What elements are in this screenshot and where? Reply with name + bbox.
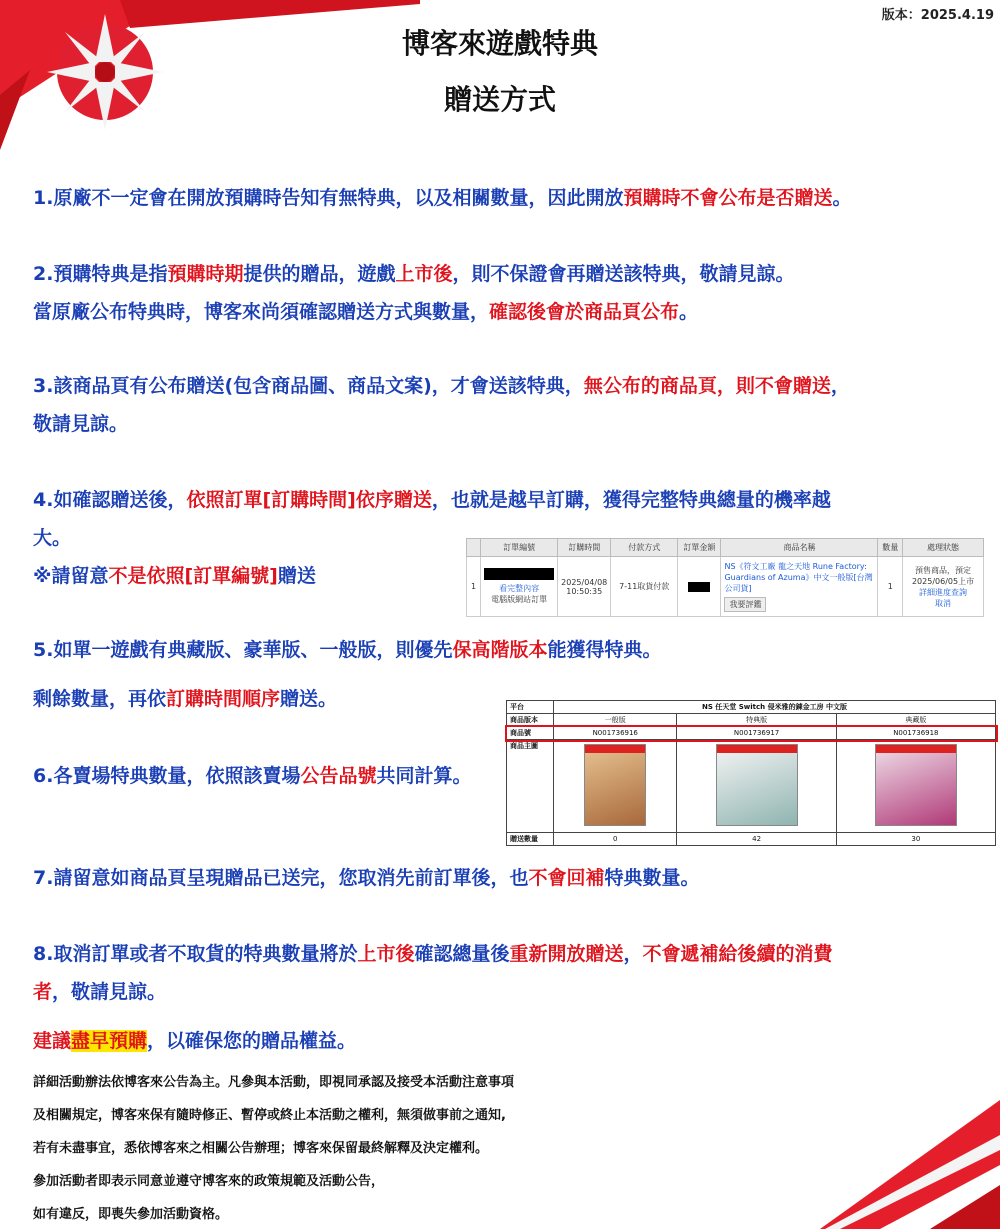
cancel-link[interactable]: 取消 xyxy=(935,598,952,608)
page-subtitle: 贈送方式 xyxy=(443,83,556,116)
terms-notes: 詳細活動辦法依博客來公告為主。凡參與本活動，即視同承認及接受本活動注意事項 及相關規定，博客來保有隨時修正、暫停或終止本活動之權利，無須做事前之通知, 若有未盡事宜，悉依博客來之相關公告辦理；博客來保留最終解釋及決定權利。 參加活動者即表示同意並遵守博客來的政策規範及活動公告， 如有違反，即喪失參加活動資格。 xyxy=(33,1075,515,1222)
item-4: 4.如確認贈送後，依照訂單[訂購時間]依序贈送，也就是越早訂購，獲得完整特典總量的機率越 大。 ※請留意不是依照[訂單編號]贈送 xyxy=(33,489,831,587)
item-2: 2.預購特典是指預購時期提供的贈品，遊戲上市後，則不保證會再贈送該特典，敬請見諒。 當原廠公布特典時，博客來尚須確認贈送方式與數量，確認後會於商品頁公布。 xyxy=(33,263,795,323)
product-edition-table: 平台 NS 任天堂 Switch 侵米雅的錬金工房 中文版 商品版本 一般版 特典版 典藏版 商品號 N001736916 N001736917 N001736918 商品主圖 贈送數量 0 42 30 xyxy=(506,700,996,846)
item-7: 7.請留意如商品頁呈現贈品已送完，您取消先前訂單後，也不會回補特典數量。 xyxy=(33,867,700,889)
version-label: 版本：2025.4.19 xyxy=(881,8,994,23)
cover-image-special xyxy=(716,744,798,826)
item-5: 5.如單一遊戲有典藏版、豪華版、一般版，則優先保高階版本能獲得特典。 xyxy=(33,639,662,661)
item-1: 1.原廠不一定會在開放預購時告知有無特典，以及相關數量，因此開放預購時不會公布是否贈送。 xyxy=(33,187,852,209)
page-title: 博客來遊戲特典 xyxy=(401,27,598,60)
item-3: 3.該商品頁有公布贈送(包含商品圖、商品文案)，才會送該特典，無公布的商品頁，則不會贈送， 敬請見諒。 xyxy=(33,375,850,435)
order-table: 訂單編號 訂購時間 付款方式 訂單金額 商品名稱 數量 處理狀態 1 看完整內容 電腦版網站訂單 2025/04/08 10:50:35 7-11取貨付款 NS《符文工廠 龍之天地 Rune Factory: Guardians of Azuma》中文一般版[台灣公司貨] 我要評鑑 1 預售商品，預定 2025/06/05上市 詳細進度查詢 取消 xyxy=(466,538,984,617)
item-8: 8.取消訂單或者不取貨的特典數量將於上市後確認總量後重新開放贈送，不會遞補給後續的消費 者，敬請見諒。 xyxy=(33,943,833,1003)
redacted-order-number xyxy=(484,568,554,580)
cover-image-standard xyxy=(584,744,646,826)
product-name-link[interactable]: NS《符文工廠 龍之天地 Rune Factory: Guardians of Azuma》中文一般版[台灣公司貨] xyxy=(724,562,873,593)
advice-line: 建議盡早預購，以確保您的贈品權益。 xyxy=(33,1030,357,1052)
review-button[interactable]: 我要評鑑 xyxy=(724,597,766,612)
order-detail-link[interactable]: 看完整內容 xyxy=(499,584,540,593)
progress-link[interactable]: 詳細進度查詢 xyxy=(919,587,968,597)
item-6: 6.各賣場特典數量，依照該賣場公告品號共同計算。 xyxy=(33,765,472,787)
ribbon-corner-decoration xyxy=(700,1095,1000,1229)
item-5-cont: 剩餘數量，再依訂購時間順序贈送。 xyxy=(33,688,338,710)
cover-image-collector xyxy=(875,744,957,826)
redacted-amount xyxy=(688,582,710,592)
